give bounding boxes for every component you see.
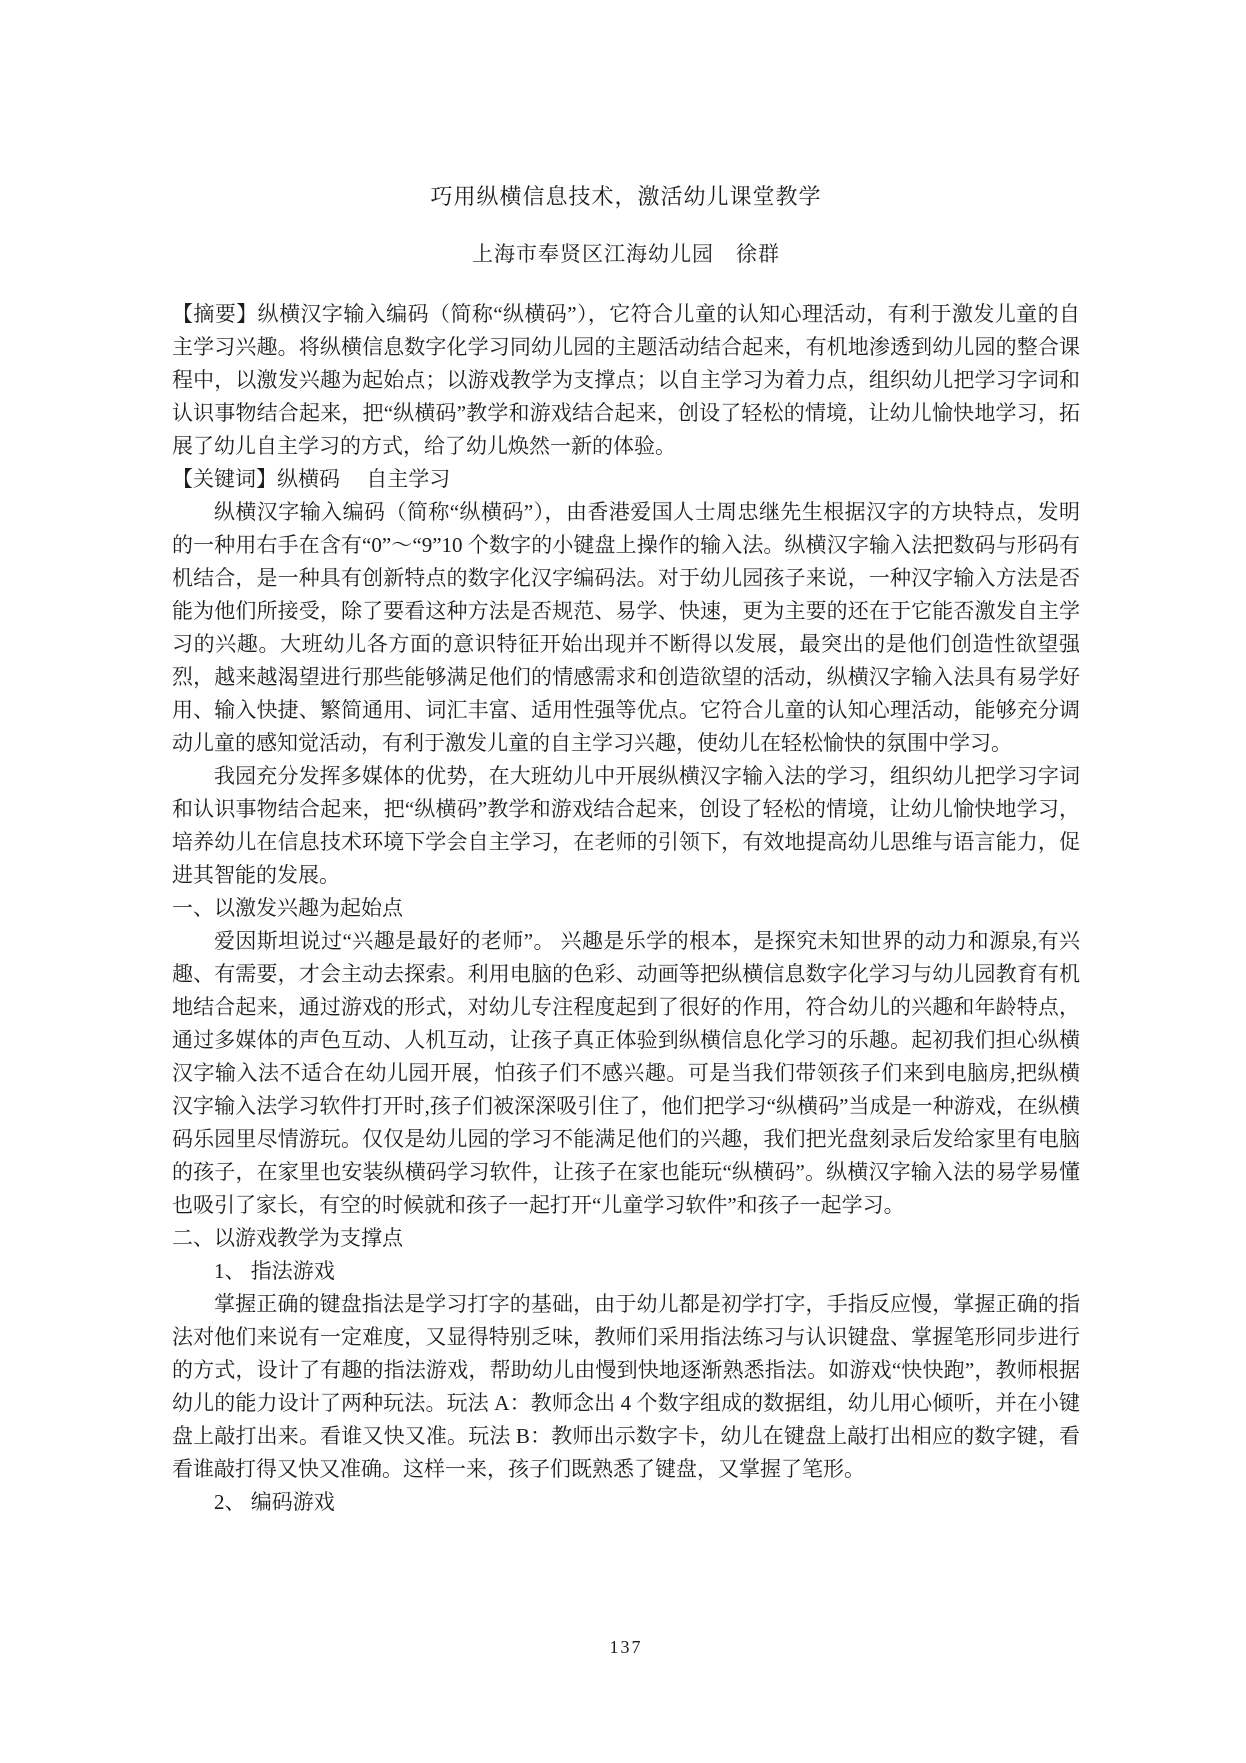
paragraph: 我园充分发挥多媒体的优势，在大班幼儿中开展纵横汉字输入法的学习，组织幼儿把学习字词和认识事物结合起来，把“纵横码”教学和游戏结合起来，创设了轻松的情境，让幼儿愉快地学习，培养幼儿在信息技术环境下学会自主学习，在老师的引领下，有效地提高幼儿思维与语言能力，促进其智能的发展。 bbox=[172, 764, 1080, 887]
page-number: 137 bbox=[609, 1637, 643, 1657]
document-body bbox=[172, 298, 1080, 1519]
section-heading: 一、以激发兴趣为起始点 bbox=[172, 896, 403, 920]
paragraph: 纵横汉字输入编码（简称“纵横码”），由香港爱国人士周忠继先生根据汉字的方块特点，发明的一种用右手在含有“0”～“9”10 个数字的小键盘上操作的输入法。纵横汉字输入法把数码与形码有机结合，是一种具有创新特点的数字化汉字编码法。对于幼儿园孩子来说，一种汉字输入方法是否能为他们所接受，除了要看这种方法是否规范、易学、快速，更为主要的还在于它能否激发自主学习的兴趣。大班幼儿各方面的意识特征开始出现并不断得以发展，最突出的是他们创造性欲望强烈，越来越渴望进行那些能够满足他们的情感需求和创造欲望的活动，纵横汉字输入法具有易学好用、输入快捷、繁简通用、词汇丰富、适用性强等优点。它符合儿童的认知心理活动，能够充分调动儿童的感知觉活动，有利于激发儿童的自主学习兴趣，使幼儿在轻松愉快的氛围中学习。 bbox=[172, 500, 1080, 755]
author-line: 上海市奉贤区江海幼儿园 徐群 bbox=[472, 242, 780, 266]
paragraph: 【关键词】纵横码 自主学习 bbox=[172, 467, 451, 491]
document-title: 巧用纵横信息技术，激活幼儿课堂教学 bbox=[430, 184, 822, 209]
paragraph: 掌握正确的键盘指法是学习打字的基础，由于幼儿都是初学打字，手指反应慢，掌握正确的指法对他们来说有一定难度，又显得特别乏味，教师们采用指法练习与认识键盘、掌握笔形同步进行的方式，设计了有趣的指法游戏，帮助幼儿由慢到快地逐渐熟悉指法。如游戏“快快跑”，教师根据幼儿的能力设计了两种玩法。玩法 A：教师念出 4 个数字组成的数据组，幼儿用心倾听，并在小键盘上敲打出来。看谁又快又准。玩法 B：教师出示数字卡，幼儿在键盘上敲打出相应的数字键，看看谁敲打得又快又准确。这样一来，孩子们既熟悉了键盘，又掌握了笔形。 bbox=[172, 1292, 1080, 1481]
paragraph: 【摘要】纵横汉字输入编码（简称“纵横码”），它符合儿童的认知心理活动，有利于激发儿童的自主学习兴趣。将纵横信息数字化学习同幼儿园的主题活动结合起来，有机地渗透到幼儿园的整合课程中，以激发兴趣为起始点；以游戏教学为支撑点；以自主学习为着力点，组织幼儿把学习字词和认识事物结合起来，把“纵横码”教学和游戏结合起来，创设了轻松的情境，让幼儿愉快地学习，拓展了幼儿自主学习的方式，给了幼儿焕然一新的体验。 bbox=[172, 302, 1080, 458]
section-heading: 二、以游戏教学为支撑点 bbox=[172, 1226, 403, 1250]
sub-heading: 1、 指法游戏 bbox=[214, 1259, 335, 1283]
paragraph: 爱因斯坦说过“兴趣是最好的老师”。 兴趣是乐学的根本，是探究未知世界的动力和源泉,有兴趣、有需要，才会主动去探索。利用电脑的色彩、动画等把纵横信息数字化学习与幼儿园教育有机地结合起来，通过游戏的形式，对幼儿专注程度起到了很好的作用，符合幼儿的兴趣和年龄特点，通过多媒体的声色互动、人机互动，让孩子真正体验到纵横信息化学习的乐趣。起初我们担心纵横汉字输入法不适合在幼儿园开展，怕孩子们不感兴趣。可是当我们带领孩子们来到电脑房,把纵横汉字输入法学习软件打开时,孩子们被深深吸引住了，他们把学习“纵横码”当成是一种游戏，在纵横码乐园里尽情游玩。仅仅是幼儿园的学习不能满足他们的兴趣，我们把光盘刻录后发给家里有电脑的孩子，在家里也安装纵横码学习软件，让孩子在家也能玩“纵横码”。纵横汉字输入法的易学易懂也吸引了家长，有空的时候就和孩子一起打开“儿童学习软件”和孩子一起学习。 bbox=[172, 929, 1080, 1217]
sub-heading: 2、 编码游戏 bbox=[214, 1490, 335, 1514]
